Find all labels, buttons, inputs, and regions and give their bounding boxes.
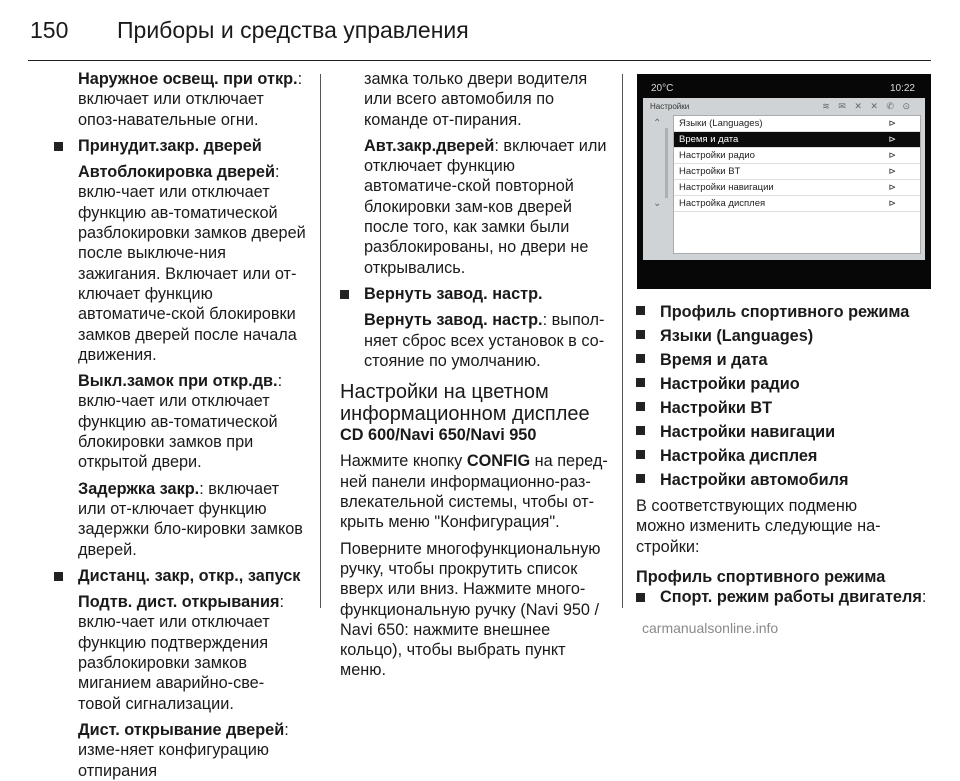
item-label: Настройки радио [679, 150, 755, 161]
text: : включает или от-ключает функцию задержки бло-кировки замков дверей. [78, 479, 303, 559]
clock: 10:22 [889, 83, 915, 94]
item-text: Время и дата [660, 351, 768, 369]
page-header [0, 0, 960, 60]
column-divider-1 [320, 74, 321, 608]
item-label: Время и дата [679, 134, 739, 145]
text: : изме-няет конфигурацию отпирания [78, 720, 289, 780]
term: Вернуть завод. настр. [364, 311, 543, 330]
text: на перед-ней панели информационно-раз-влекательной системы, чтобы от-крыть меню "Конфигурация". [340, 452, 608, 532]
arrow-right-icon: ⊳ [888, 134, 896, 144]
paragraph-auto-lock [54, 162, 306, 365]
text: : [921, 588, 927, 607]
arrow-right-icon: ⊳ [888, 118, 896, 128]
item-text: Настройки навигации [660, 423, 836, 441]
text: : вклю-чает или отключает функцию подтверждения разблокировки замков миганием аварийно-све-товой сигнализации. [78, 593, 285, 713]
item-label: Языки (Languages) [679, 118, 763, 129]
term: Авт.закр.дверей [364, 136, 495, 155]
settings-list [673, 115, 921, 254]
settings-item [674, 164, 920, 180]
paragraph-continue [340, 69, 608, 130]
item-text: Настройки радио [660, 375, 800, 393]
section-title: Настройки на цветном информационном дисплее [340, 381, 590, 426]
settings-item-selected [674, 132, 920, 148]
settings-item [674, 180, 920, 196]
list-item [636, 324, 936, 348]
arrow-right-icon: ⊳ [888, 198, 896, 208]
column-divider-2 [622, 74, 623, 608]
screen-title: Настройки [650, 102, 690, 111]
bullet-text: Дистанц. закр, откр., запуск [78, 566, 301, 585]
header-rule [28, 60, 931, 61]
subsection-title: Профиль спортивного режима [636, 567, 886, 586]
list-item [636, 420, 936, 444]
section-subtitle: CD 600/Navi 650/Navi 950 [340, 426, 537, 445]
item-text: Настройки автомобиля [660, 471, 849, 489]
bullet-forced-lock [54, 136, 306, 156]
item-label: Настройка дисплея [679, 198, 766, 209]
text: замка только двери водителя или всего автомобиля по команде от-пирания. [364, 70, 588, 129]
list-item [636, 372, 936, 396]
paragraph-submenu: В соответствующих подменю можно изменить следующие на-стройки: [636, 497, 881, 556]
item-text: Языки (Languages) [660, 327, 814, 345]
bullet-text: Принудит.закр. дверей [78, 136, 262, 155]
paragraph-exterior-light [54, 69, 306, 130]
paragraph-remote-confirm [54, 592, 306, 714]
paragraph-knob: Поверните многофункциональную ручку, чтобы прокрутить список вверх или вниз. Нажмите много-функциональную ручку (Navi 950 / Navi 650: нажмите внешнее кольцо), чтобы выбрать пункт меню. [340, 539, 601, 680]
settings-screen-image [637, 74, 931, 289]
text: : включает или отключает функцию автоматиче-ской повторной блокировки зам-ков дверей после того, как замки были разблокированы, но двери не открывались. [364, 136, 607, 277]
bullet-factory-reset [340, 284, 608, 304]
term: Выкл.замок при откр.дв. [78, 372, 278, 391]
settings-item [674, 116, 920, 132]
status-icons: ≋ ✉ ✕ ✕ ✆ ⊙ [822, 101, 913, 111]
bullet-text: Вернуть завод. настр. [364, 284, 543, 303]
watermark: carmanualsonline.info [642, 620, 779, 636]
arrow-right-icon: ⊳ [888, 166, 896, 176]
list-item [636, 444, 936, 468]
screen-body [643, 98, 925, 260]
page-number: 150 [30, 17, 69, 43]
item-label: Настройки BT [679, 166, 741, 177]
item-text: Профиль спортивного режима [660, 303, 910, 321]
text: : выпол-няет сброс всех установок в со-стояние по умолчанию. [364, 311, 605, 370]
bullet-remote [54, 566, 306, 586]
screen-status-bar [643, 82, 925, 98]
settings-item [674, 148, 920, 164]
scroll-up-icon: ⌃ [653, 118, 662, 129]
term: Автоблокировка дверей [78, 163, 275, 182]
text: : вклю-чает или отключает функцию ав-томатической блокировки замков при открытой двери. [78, 372, 283, 472]
config-key: CONFIG [466, 452, 531, 471]
page-title: Приборы и средства управления [117, 17, 469, 43]
settings-item [674, 196, 920, 212]
paragraph-lock-delay [54, 479, 306, 560]
temperature: 20°C [651, 83, 674, 94]
paragraph-config [340, 451, 608, 532]
list-item [636, 348, 936, 372]
item-label: Настройки навигации [679, 182, 774, 193]
text: : вклю-чает или отключает функцию ав-томатической разблокировки замков дверей после выключе-ния зажигания. Включает или от-ключает функцию автоматиче-ской блокировки замков дверей после начала движения. [78, 163, 306, 364]
paragraph-remote-open [54, 720, 306, 781]
list-item [636, 468, 936, 492]
text: Нажмите кнопку [340, 452, 467, 471]
item-text: Настройки BT [660, 399, 773, 417]
paragraph-factory-reset [340, 310, 608, 371]
column-3 [636, 300, 936, 607]
term: Дист. открывание дверей [78, 720, 285, 739]
term: Наружное освещ. при откр. [78, 70, 298, 88]
arrow-right-icon: ⊳ [888, 182, 896, 192]
column-1 [54, 69, 306, 781]
arrow-right-icon: ⊳ [888, 150, 896, 160]
paragraph-open-door-lock [54, 371, 306, 472]
term: Задержка закр. [78, 479, 200, 498]
bullet-sport-engine [636, 587, 936, 607]
text: : включает или отключает опоз-навательные огни. [78, 70, 303, 129]
column-2 [340, 69, 608, 681]
paragraph-auto-relock [340, 136, 608, 278]
list-item [636, 300, 936, 324]
scroll-down-icon: ⌄ [653, 198, 662, 209]
term: Подтв. дист. открывания [78, 593, 280, 612]
bullet-text: Спорт. режим работы двигателя [660, 588, 922, 607]
list-item [636, 396, 936, 420]
scrollbar [665, 128, 668, 198]
item-text: Настройка дисплея [660, 447, 818, 465]
